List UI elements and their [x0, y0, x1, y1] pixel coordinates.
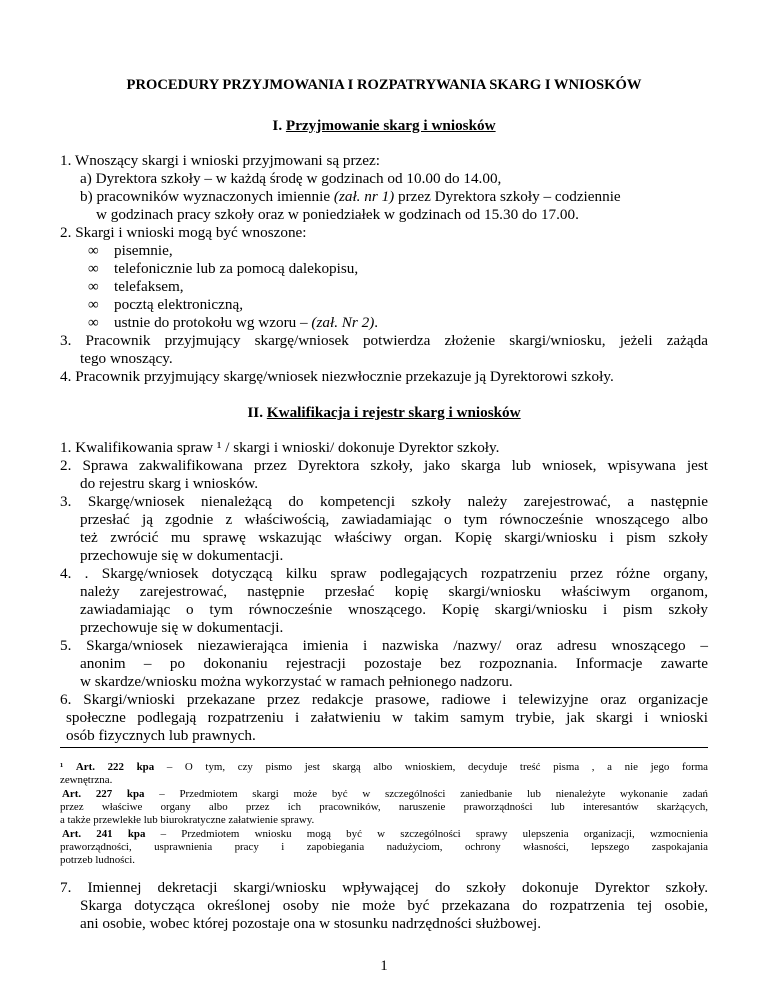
section-1-number: I.: [272, 117, 283, 134]
s1-bullet-3: telefaksem,: [114, 278, 184, 295]
s1-p2-intro: 2. Skargi i wnioski mogą być wnoszone:: [60, 224, 307, 241]
s1-p1-b: [80, 188, 621, 206]
footnote-2-line-3: a także przewlekłe lub biurokratyczne załatwienie sprawy.: [60, 814, 315, 826]
s2-p6-line-1: 6. Skargi/wnioski przekazane przez redakcje prasowe, radiowe i telewizyjne oraz organizacje: [60, 691, 708, 708]
s2-p2-line-1: 2. Sprawa zakwalifikowana przez Dyrektora szkoły, jako skarga lub wniosek, wpisywana jest: [60, 457, 708, 474]
s2-p4-line-4: przechowuje się w dokumentacji.: [80, 619, 284, 636]
s2-p7-line-3: ani osobie, wobec której pozostaje ona w stosunku nadrzędności służbowej.: [80, 915, 541, 932]
s1-bullet-2: telefonicznie lub za pomocą dalekopisu,: [114, 260, 359, 277]
s2-p1: 1. Kwalifikowania spraw ¹ / skargi i wnioski/ dokonuje Dyrektor szkoły.: [60, 439, 500, 456]
s1-p3-line-2: tego wnoszący.: [80, 350, 173, 367]
s2-p3-line-4: przechowuje się w dokumentacji.: [80, 547, 284, 564]
bullet-icon: ∞: [88, 261, 99, 277]
s2-p5-line-1: 5. Skarga/wniosek niezawierająca imienia i nazwiska /nazwy/ oraz adresu wnoszącego –: [60, 637, 708, 654]
s1-bullet-5: [114, 314, 378, 332]
s1-p1-a: a) Dyrektora szkoły – w każdą środę w godzinach od 10.00 do 14.00,: [80, 170, 502, 187]
s1-bullet-1: pisemnie,: [114, 242, 173, 259]
section-1-title: Przyjmowanie skarg i wniosków: [285, 117, 496, 134]
s2-p5-line-2: anonim – po dokonaniu rejestracji pozostaje bez rozpoznania. Informacje zawarte: [80, 655, 708, 672]
s2-p6-line-3: osób fizycznych lub prawnych.: [66, 727, 256, 744]
footnote-3-line-2: praworządności, usprawnienia pracy i zapobiegania nadużyciom, ochrony własności, lepszego zaspokajania: [60, 841, 708, 853]
footnote-2-line-2: przez właściwe organy albo przez ich pracowników, naruszenie praworządności lub interesantów skarżących,: [60, 801, 708, 813]
page-number: 1: [380, 958, 388, 974]
footnote-3-text: – Przedmiotem wniosku mogą być w szczególności sprawy ulepszenia organizacji, wzmocnienia: [145, 828, 708, 840]
s2-p3-line-2: przesłać ją zgodnie z właściwością, zawiadamiając o tym równocześnie wnoszącego albo: [80, 511, 708, 528]
s2-p2-line-2: do rejestru skarg i wniosków.: [80, 475, 259, 492]
s1-bullet-5-post: .: [374, 314, 379, 331]
bullet-icon: ∞: [88, 315, 99, 331]
s2-p7-line-2: Skarga dotycząca określonej osoby nie może być przekazana do rozpatrzenia tej osobie,: [80, 897, 708, 914]
s2-p6-line-2: społeczne podlegają rozpatrzeniu i załatwieniu w takim samym trybie, jak skargi i wnioski: [66, 709, 708, 726]
section-1-heading: [0, 117, 768, 135]
footnote-1-text: – O tym, czy pismo jest skargą albo wnioskiem, decyduje treść pisma , a nie jego forma: [154, 761, 708, 773]
footnote-separator: [60, 747, 708, 748]
s2-p7-line-1: 7. Imiennej dekretacji skargi/wniosku wpływającej do szkoły dokonuje Dyrektor szkoły.: [60, 879, 708, 896]
footnote-3-line-1: [62, 827, 708, 841]
s1-p1-b-pre: b) pracowników wyznaczonych imiennie: [80, 188, 334, 205]
section-2-title: Kwalifikacja i rejestr skarg i wniosków: [266, 404, 521, 421]
s1-p3-line-1: 3. Pracownik przyjmujący skargę/wniosek potwierdza złożenie skargi/wniosku, jeżeli zażąda: [60, 332, 708, 349]
s2-p4-line-1: 4. . Skargę/wniosek dotyczącą kilku spraw podlegających rozpatrzeniu przez różne organy,: [60, 565, 708, 582]
footnote-2-line-1: [62, 787, 708, 801]
bullet-icon: ∞: [88, 297, 99, 313]
footnote-3-line-3: potrzeb ludności.: [60, 854, 136, 866]
s2-p3-line-1: 3. Skargę/wniosek nienależącą do kompetencji szkoły należy zarejestrować, a następnie: [60, 493, 708, 510]
bullet-icon: ∞: [88, 279, 99, 295]
footnote-1-line-2: zewnętrzna.: [60, 774, 113, 786]
s1-bullet-5-attachment: (zał. Nr 2): [311, 314, 375, 331]
s2-p5-line-3: w skardze/wniosku można wykorzystać w ramach pełnionego nadzoru.: [80, 673, 513, 690]
s1-p1-intro: 1. Wnoszący skargi i wnioski przyjmowani są przez:: [60, 152, 380, 169]
s2-p3-line-3: też zwrócić mu sprawę wskazując właściwy organ. Kopię skargi/wniosku i pism szkoły: [80, 529, 708, 546]
footnote-1-mark: ¹: [60, 761, 64, 773]
footnote-1-article: Art. 222 kpa: [75, 761, 155, 773]
s2-p4-line-3: zawiadamiając o tym równocześnie wnoszącego. Kopię skargi/wniosku i pism szkoły: [80, 601, 708, 618]
s1-bullet-4: pocztą elektroniczną,: [114, 296, 244, 313]
s1-p1-b-post: przez Dyrektora szkoły – codziennie: [394, 188, 621, 205]
footnote-3-article: Art. 241 kpa: [62, 828, 146, 840]
section-2-heading: [0, 404, 768, 422]
footnote-1-line-1: [60, 760, 708, 774]
bullet-icon: ∞: [88, 243, 99, 259]
s1-p1-b-attachment: (zał. nr 1): [333, 188, 395, 205]
s1-p4: 4. Pracownik przyjmujący skargę/wniosek niezwłocznie przekazuje ją Dyrektorowi szkoły.: [60, 368, 614, 385]
document-title: PROCEDURY PRZYJMOWANIA I ROZPATRYWANIA SKARG I WNIOSKÓW: [126, 77, 642, 93]
footnote-2-article: Art. 227 kpa: [62, 788, 145, 800]
footnote-2-text: – Przedmiotem skargi może być w szczególności zaniedbanie lub nienależyte wykonanie zadań: [144, 788, 708, 800]
s1-bullet-5-pre: ustnie do protokołu wg wzoru –: [114, 314, 312, 331]
s2-p4-line-2: należy zarejestrować, następnie przesłać kopię skargi/wniosku właściwym organom,: [80, 583, 708, 600]
s1-p1-b-cont: w godzinach pracy szkoły oraz w poniedziałek w godzinach od 15.30 do 17.00.: [96, 206, 579, 223]
section-2-number: II.: [247, 404, 263, 421]
